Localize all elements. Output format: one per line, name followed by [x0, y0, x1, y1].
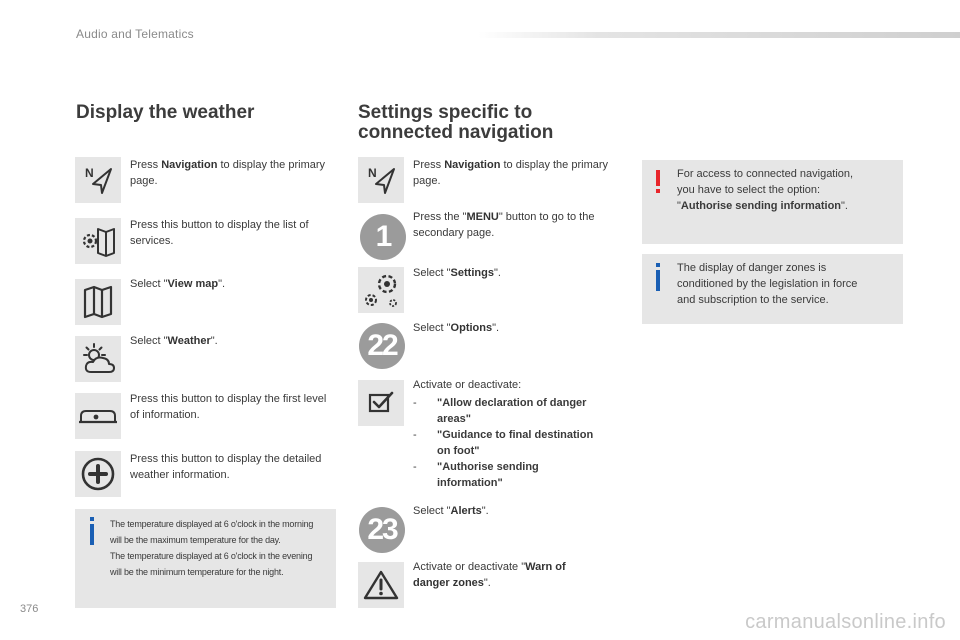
info-line-1: The display of danger zones is — [677, 262, 827, 274]
warning-line-3: "Authorise sending information". — [677, 200, 848, 212]
weather-info-note — [75, 509, 336, 608]
section-title-weather: Display the weather — [76, 102, 255, 123]
info-level-icon — [78, 406, 118, 426]
step-view-map-text: Select "View map". — [130, 278, 226, 290]
step-navigation-text-2: Press Navigation to display the primary page. — [413, 159, 609, 187]
step-menu-text: Press the "MENU" button to go to the secondary page. — [413, 211, 595, 239]
services-icon-box[interactable] — [75, 218, 121, 264]
step-info-level-text: Press this button to display the first level of information. — [130, 393, 327, 421]
svg-text:N: N — [85, 166, 94, 180]
info-icon — [655, 263, 661, 291]
step-settings-text: Select "Settings". — [413, 267, 501, 279]
note-line-2: will be the maximum temperature for the day. — [110, 535, 281, 545]
section-title-settings: Settings specific to connected navigation — [358, 102, 554, 143]
svg-text:N: N — [368, 166, 377, 180]
connected-nav-warning-note — [642, 160, 903, 244]
settings-icon — [361, 270, 401, 310]
weather-icon-box[interactable] — [75, 336, 121, 382]
settings-icon-box[interactable] — [358, 267, 404, 313]
services-icon — [79, 223, 117, 259]
step-detailed-text: Press this button to display the detailed weather information. — [130, 453, 322, 481]
info-line-3: and subscription to the service. — [677, 294, 829, 306]
step-number-23: 23 — [359, 507, 405, 553]
info-line-2: conditioned by the legislation in force — [677, 278, 858, 290]
step-options-text: Select "Options". — [413, 322, 500, 334]
note-line-4: will be the minimum temperature for the night. — [110, 567, 284, 577]
note-line-1: The temperature displayed at 6 o'clock in the morning — [110, 519, 314, 529]
note-line-3: The temperature displayed at 6 o'clock in the evening — [110, 551, 313, 561]
navigation-icon — [81, 163, 115, 197]
warning-line-2: you have to select the option: — [677, 184, 821, 196]
map-icon — [80, 284, 116, 320]
header-title: Audio and Telematics — [76, 27, 194, 41]
warning-icon — [654, 170, 662, 194]
plus-icon-box[interactable] — [75, 451, 121, 497]
weather-icon — [79, 342, 117, 376]
map-icon-box[interactable] — [75, 279, 121, 325]
step-alerts-text: Select "Alerts". — [413, 505, 489, 517]
activate-intro-text: Activate or deactivate: — [413, 379, 522, 391]
page-number: 376 — [20, 603, 39, 615]
step-warn-danger-text: Activate or deactivate "Warn of danger zones". — [413, 561, 566, 589]
step-navigation-text: Press Navigation to display the primary page. — [130, 159, 326, 187]
step-number-1: 1 — [360, 214, 406, 260]
step-number-22: 22 — [359, 323, 405, 369]
warning-line-1: For access to connected navigation, — [677, 168, 854, 180]
warning-icon-box[interactable] — [358, 562, 404, 608]
step-services-text: Press this button to display the list of services. — [130, 219, 309, 247]
info-level-icon-box[interactable] — [75, 393, 121, 439]
checkbox-icon — [367, 390, 395, 416]
watermark: carmanualsonline.info — [745, 611, 946, 633]
header-rule — [478, 32, 960, 38]
info-icon — [89, 517, 95, 545]
step-weather-text: Select "Weather". — [130, 335, 218, 347]
danger-zones-info-note — [642, 254, 903, 324]
navigation-icon-box-2[interactable] — [358, 157, 404, 203]
checkbox-icon-box[interactable] — [358, 380, 404, 426]
plus-icon — [80, 456, 116, 492]
navigation-icon-box[interactable] — [75, 157, 121, 203]
navigation-icon — [364, 163, 398, 197]
warning-triangle-icon — [363, 569, 399, 601]
